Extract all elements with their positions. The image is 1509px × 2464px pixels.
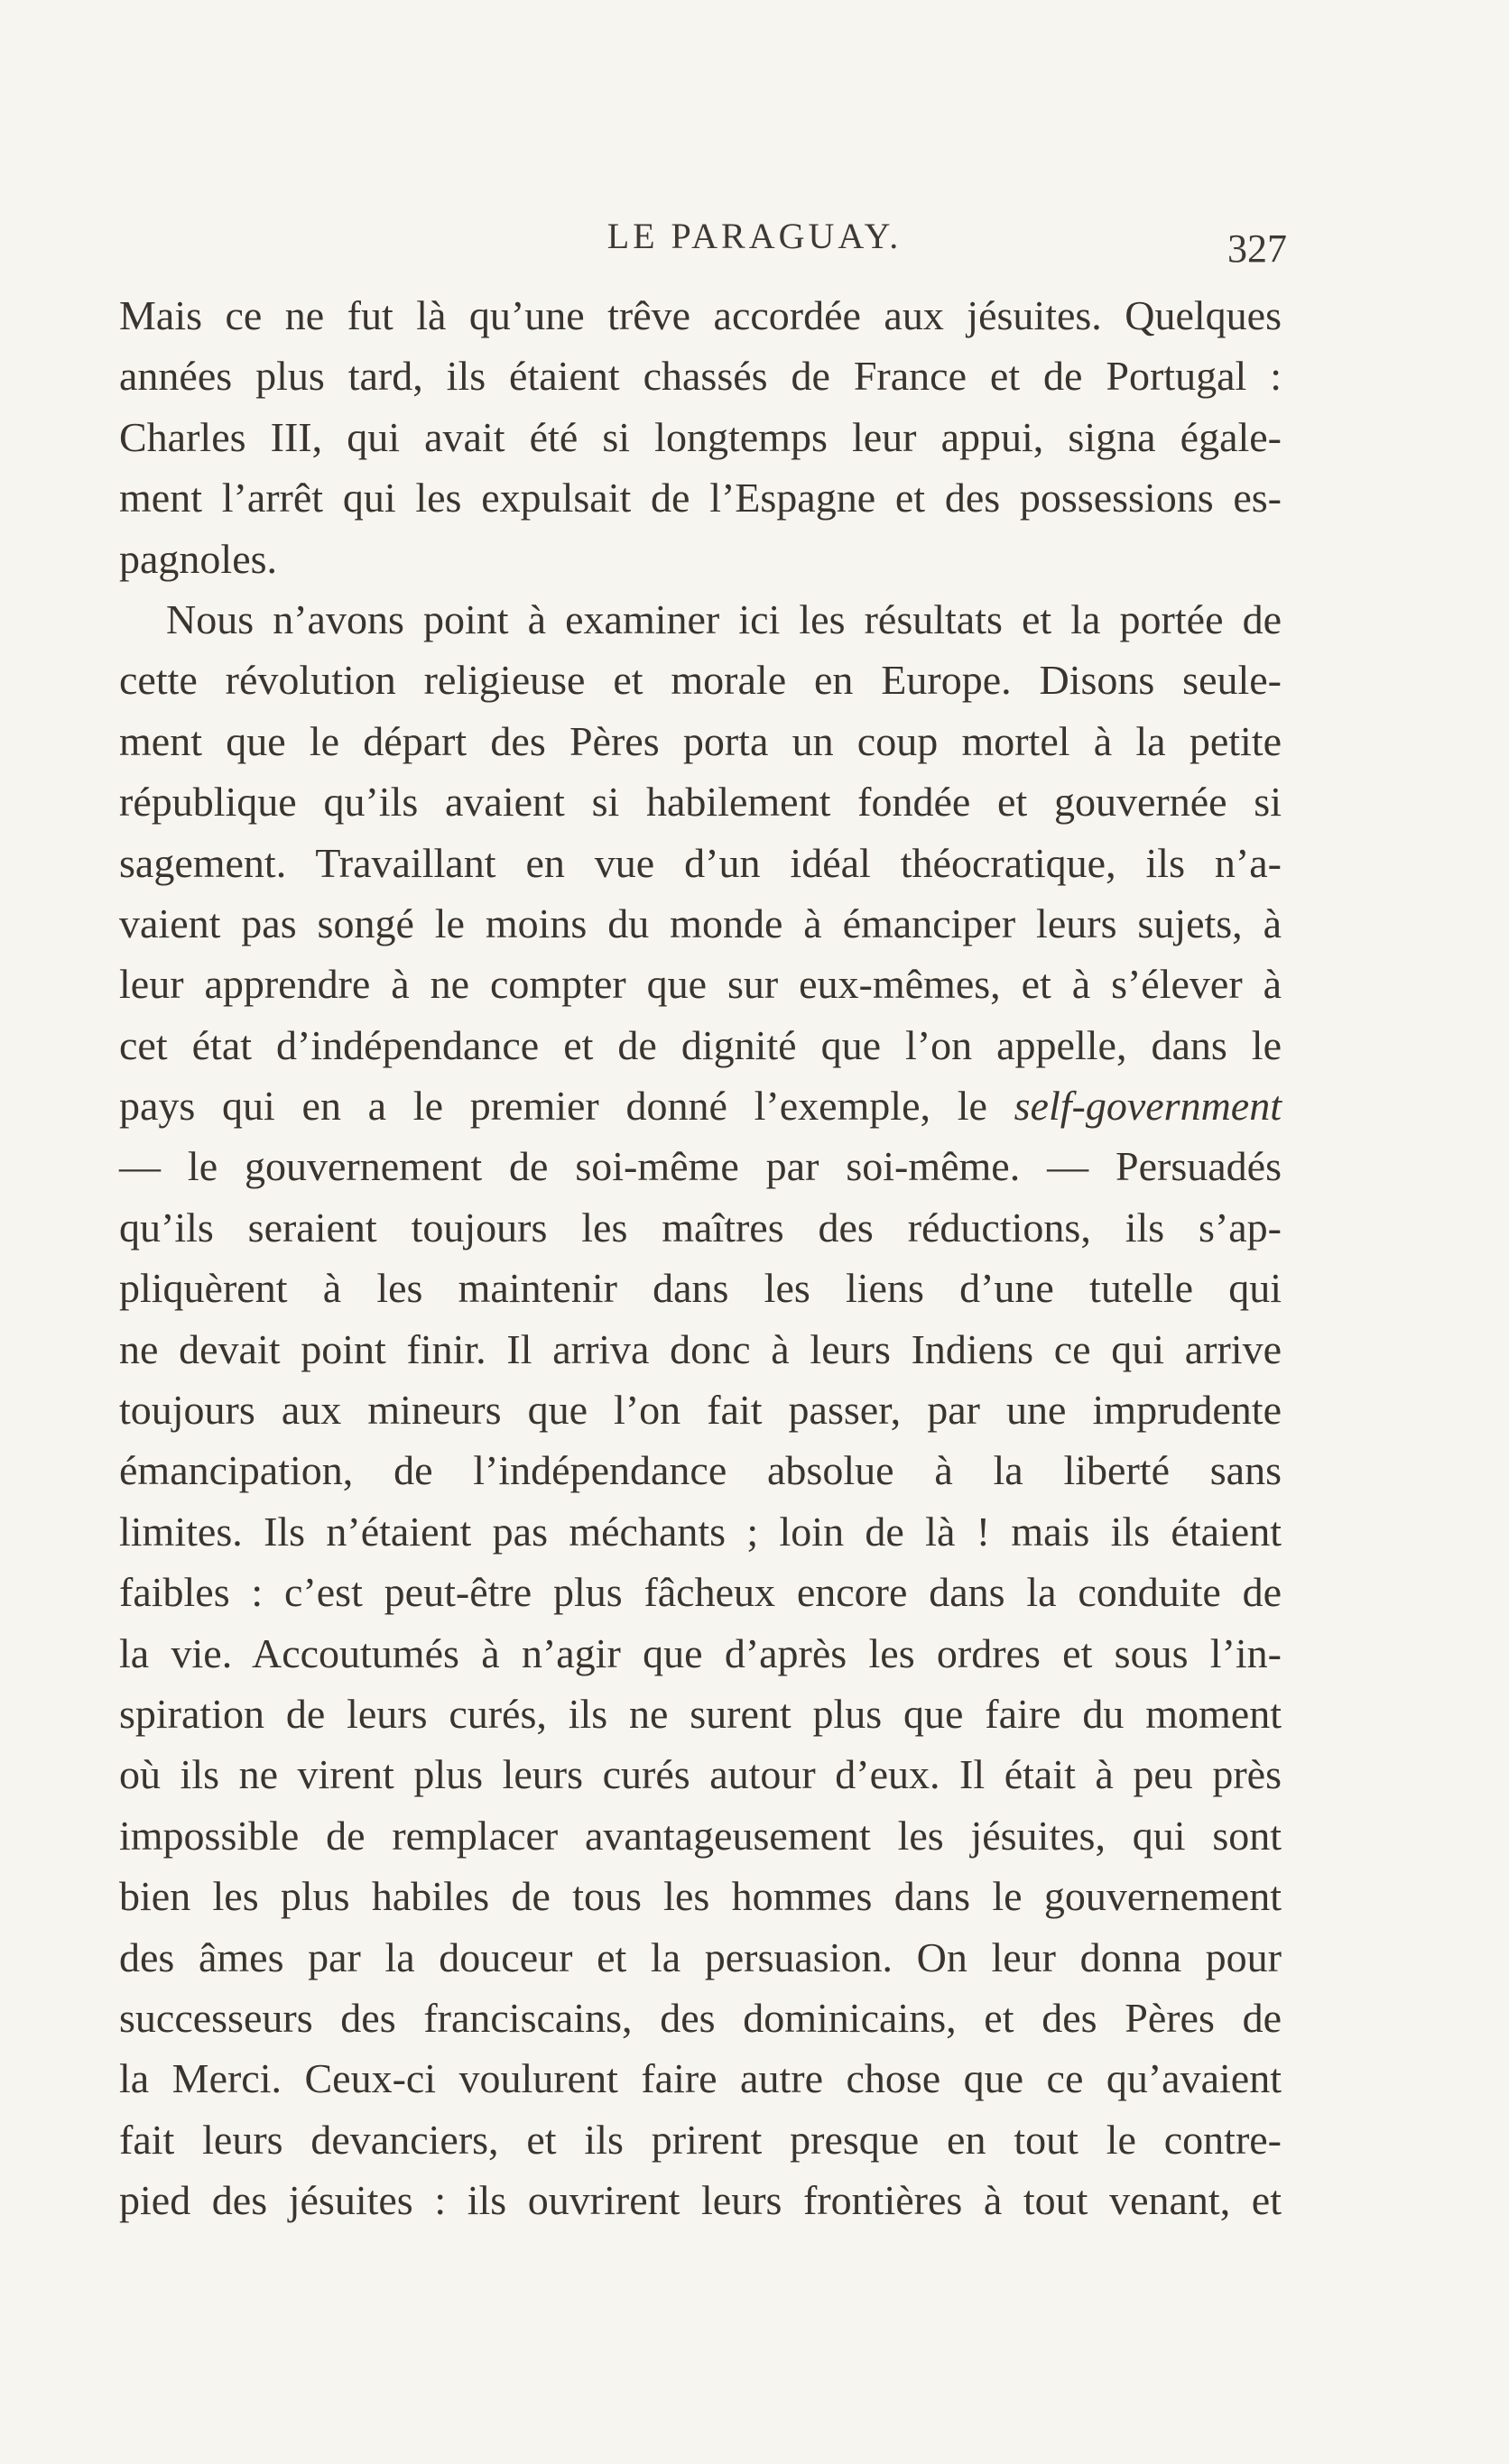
text-line: bien les plus habiles de tous les hommes dans le gouvernement <box>119 1873 1282 1920</box>
text-line: successeurs des franciscains, des dominicains, et des Pères de <box>119 1994 1282 2041</box>
text-line: ment que le départ des Pères porta un coup mortel à la petite <box>119 717 1282 764</box>
text-line: la vie. Accoutumés à n’agir que d’après les ordres et sous l’in- <box>119 1629 1282 1676</box>
text-line: Charles III, qui avait été si longtemps leur appui, signa égale- <box>119 413 1282 460</box>
text-line: spiration de leurs curés, ils ne surent plus que faire du moment <box>119 1690 1282 1737</box>
text-line: limites. Ils n’étaient pas méchants ; loin de là ! mais ils étaient <box>119 1508 1282 1555</box>
text-line: Mais ce ne fut là qu’une trêve accordée aux jésuites. Quelques <box>119 292 1282 338</box>
text-line: sagement. Travaillant en vue d’un idéal théocratique, ils n’a- <box>119 839 1282 886</box>
body-text <box>119 285 1282 2231</box>
text-line: qu’ils seraient toujours les maîtres des réductions, ils s’ap- <box>119 1204 1282 1250</box>
text-line: ment l’arrêt qui les expulsait de l’Espagne et des possessions es- <box>119 475 1282 521</box>
text-line: toujours aux mineurs que l’on fait passer, par une imprudente <box>119 1387 1282 1434</box>
text-line: impossible de remplacer avantageusement les jésuites, qui sont <box>119 1812 1282 1859</box>
page-number: 327 <box>1227 226 1287 271</box>
text-line: fait leurs devanciers, et ils prirent presque en tout le contre- <box>119 2116 1282 2163</box>
text-line: des âmes par la douceur et la persuasion. On leur donna pour <box>119 1933 1282 1980</box>
text-line-with-italic <box>119 1075 1282 1136</box>
text-line: leur apprendre à ne compter que sur eux-mêmes, et à s’élever à <box>119 961 1282 1008</box>
italic-term: self-government <box>1014 1083 1282 1130</box>
paragraph-start-line: Nous n’avons point à examiner ici les résultats et la portée de <box>166 595 1282 642</box>
running-title: LE PARAGUAY. <box>606 216 903 256</box>
text-line: cette révolution religieuse et morale en Europe. Disons seule- <box>119 657 1282 704</box>
text-span: pays qui en a le premier donné l’exemple, le <box>119 1083 1014 1130</box>
text-line: république qu’ils avaient si habilement fondée et gouvernée si <box>119 779 1282 826</box>
text-line: la Merci. Ceux-ci voulurent faire autre chose que ce qu’avaient <box>119 2055 1282 2102</box>
text-line: — le gouvernement de soi-même par soi-même. — Persuadés <box>119 1143 1282 1190</box>
text-line: faibles : c’est peut-être plus fâcheux encore dans la conduite de <box>119 1569 1282 1616</box>
text-line: années plus tard, ils étaient chassés de France et de Portugal : <box>119 353 1282 400</box>
text-line: pagnoles. <box>119 535 278 582</box>
text-line: pied des jésuites : ils ouvrirent leurs frontières à tout venant, et <box>119 2177 1282 2224</box>
text-line: où ils ne virent plus leurs curés autour d’eux. Il était à peu près <box>119 1751 1282 1798</box>
text-line: vaient pas songé le moins du monde à émanciper leurs sujets, à <box>119 900 1282 946</box>
text-line: pliquèrent à les maintenir dans les liens d’une tutelle qui <box>119 1265 1282 1312</box>
text-line: émancipation, de l’indépendance absolue à la liberté sans <box>119 1447 1282 1494</box>
text-line: ne devait point finir. Il arriva donc à leurs Indiens ce qui arrive <box>119 1325 1282 1372</box>
text-line: cet état d’indépendance et de dignité que l’on appelle, dans le <box>119 1021 1282 1068</box>
